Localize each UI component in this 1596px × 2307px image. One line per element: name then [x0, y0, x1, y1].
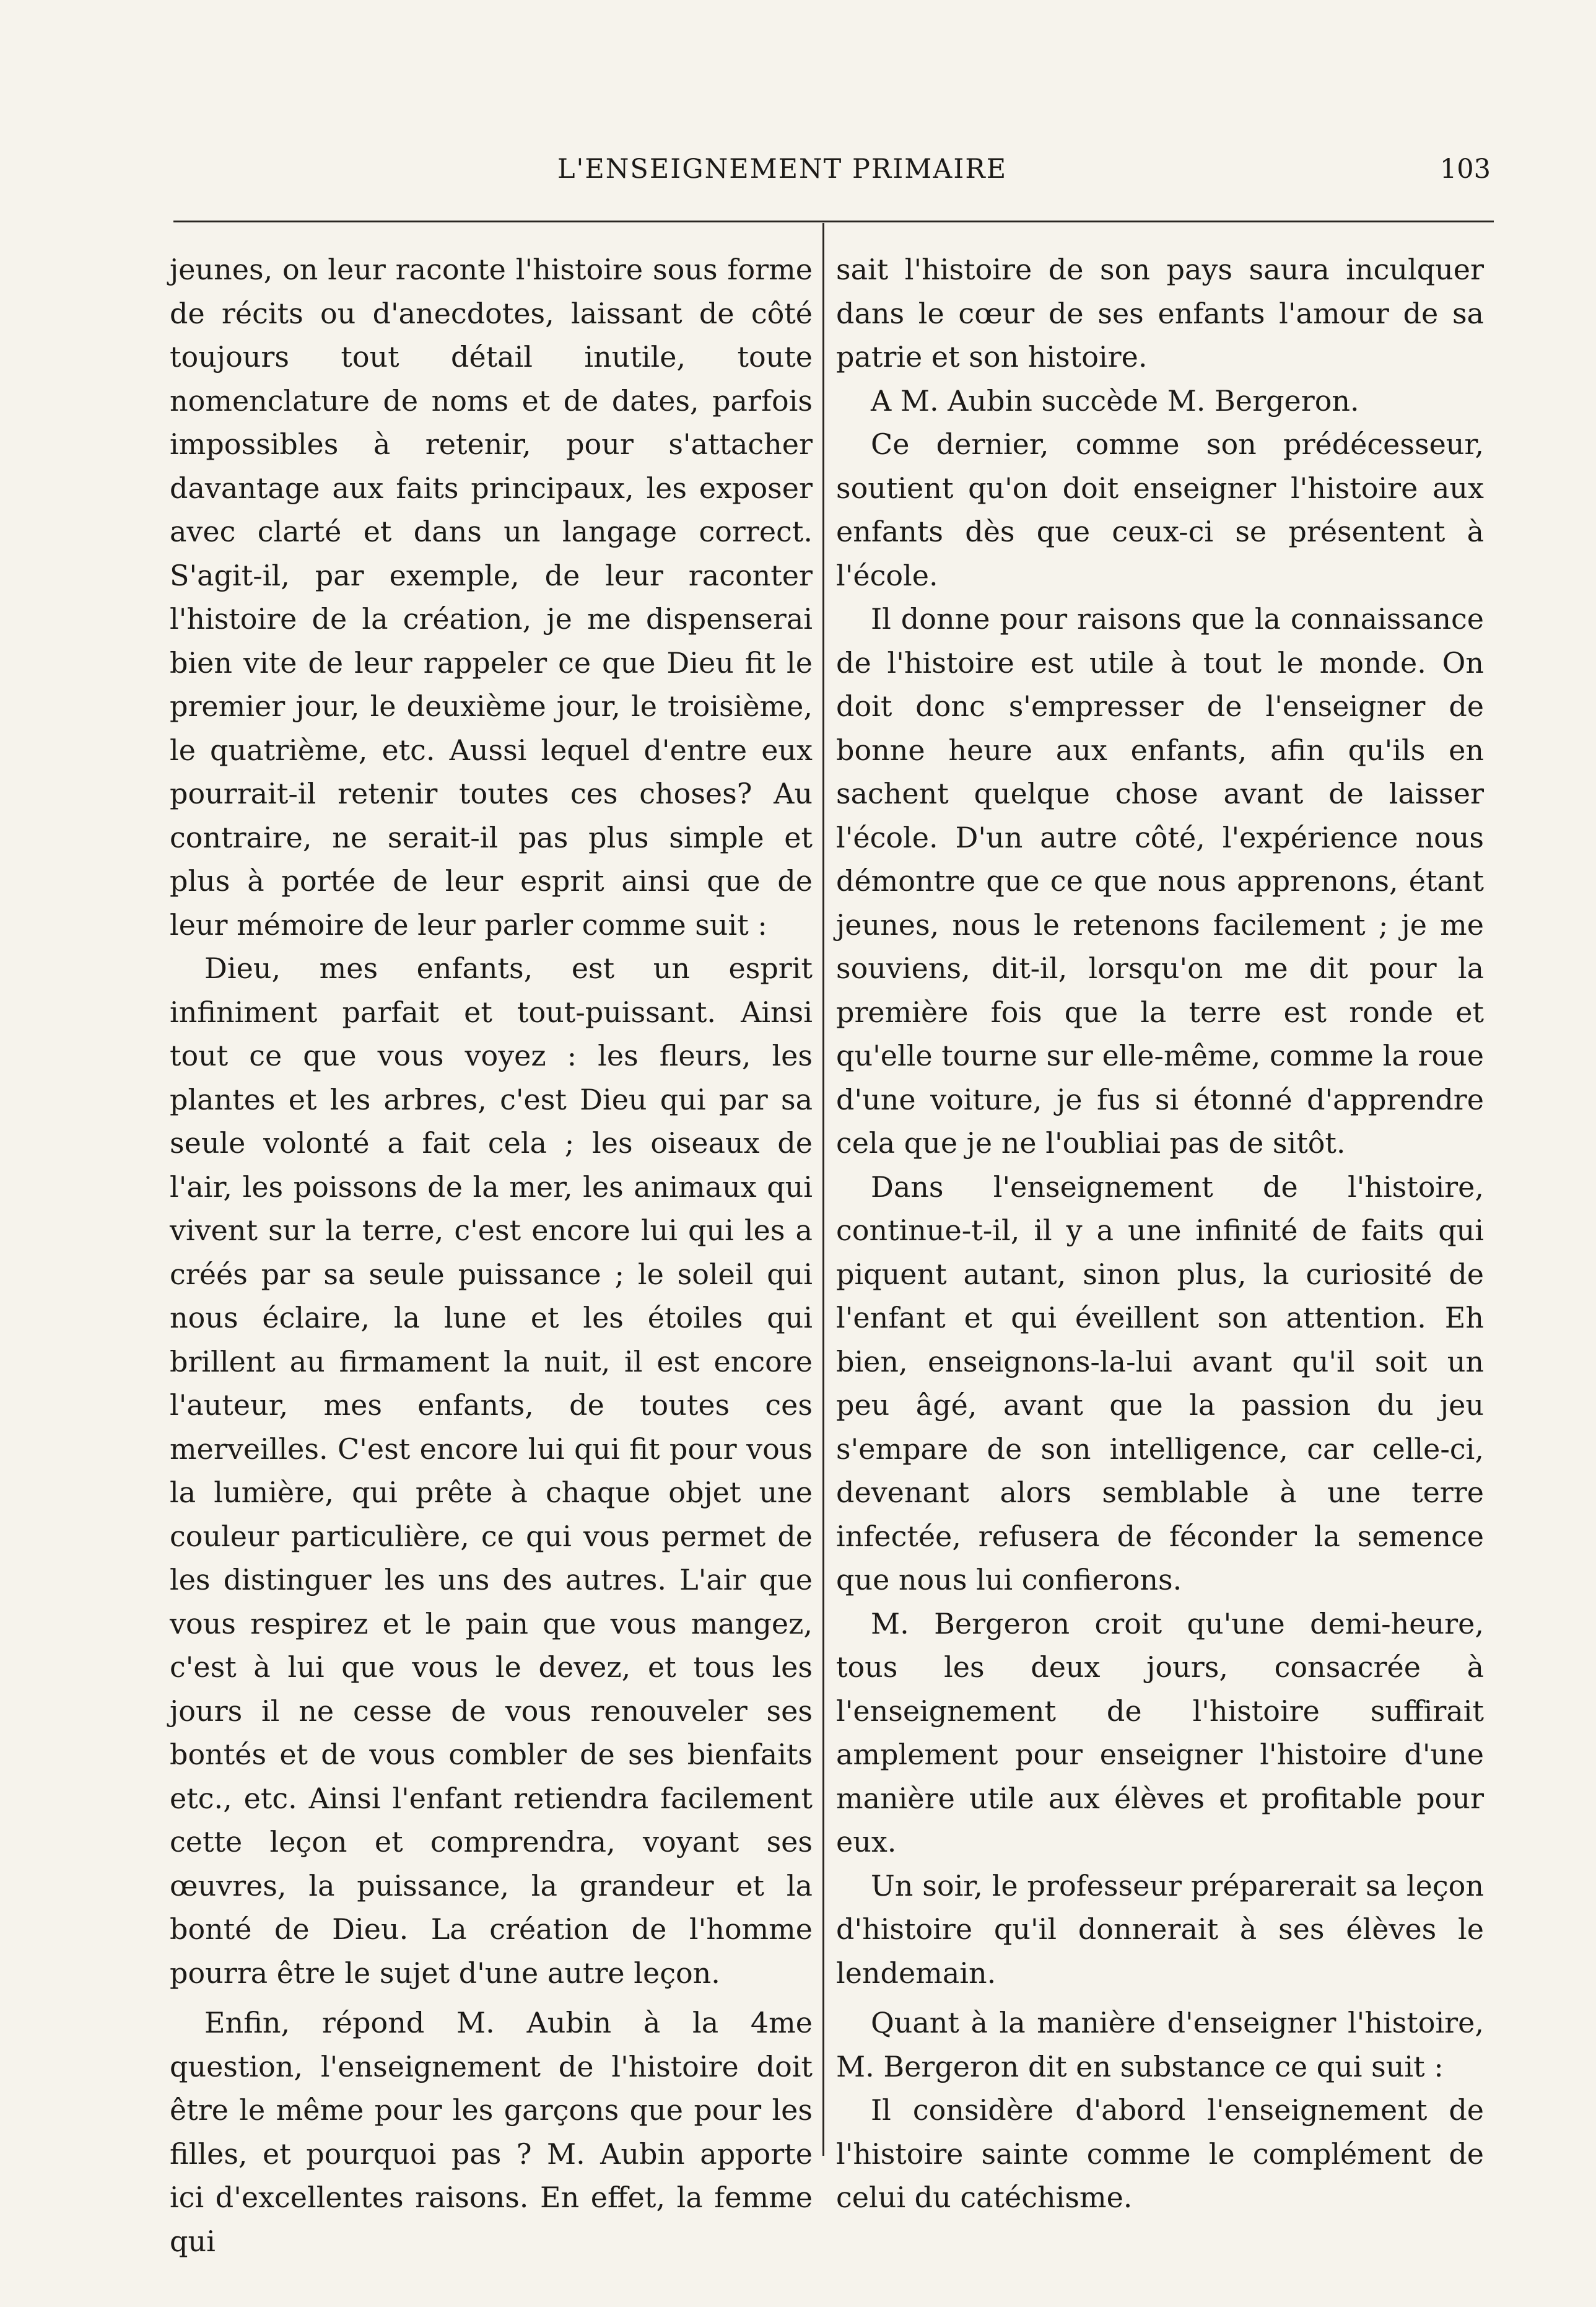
paragraph: Quant à la manière d'enseigner l'histoire, M. Bergeron dit en substance ce qui suit :: [836, 2006, 1484, 2083]
paragraph: Il considère d'abord l'enseignement de l'histoire sainte comme le complément de celui du catéchisme.: [836, 2093, 1484, 2214]
paragraph: jeunes, on leur raconte l'histoire sous forme de récits ou d'anecdotes, laissant de côté toujours tout détail inutile, toute nomenclature de noms et de dates, parfois impossibles à retenir, pour s'attacher davantage aux faits principaux, les exposer avec clarté et dans un langage correct. S'agit-il, par exemple, de leur raconter l'histoire de la création, je me dispenserai bien vite de leur rappeler ce que Dieu fit le premier jour, le deuxième jour, le troisième, le quatrième, etc. Aussi lequel d'entre eux pourrait-il retenir toutes ces choses? Au contraire, ne serait-il pas plus simple et plus à portée de leur esprit ainsi que de leur mémoire de leur parler comme suit :: [170, 253, 813, 942]
paragraph: Ce dernier, comme son prédécesseur, soutient qu'on doit enseigner l'histoire aux enfants dès que ceux-ci se présentent à l'école.: [836, 427, 1484, 592]
paragraph: Dans l'enseignement de l'histoire, continue-t-il, il y a une infinité de faits qui piquent autant, sinon plus, la curiosité de l'enfant et qui éveillent son attention. Eh bien, enseignons-la-lui avant qu'il soit un peu âgé, avant que la passion du jeu s'empare de son intelligence, car celle-ci, devenant alors semblable à une terre infectée, refusera de féconder la semence que nous lui confierons.: [836, 1170, 1484, 1596]
paragraph: Dieu, mes enfants, est un esprit infiniment parfait et tout-puissant. Ainsi tout ce que vous voyez : les fleurs, les plantes et les arbres, c'est Dieu qui par sa seule volonté a fait cela ; les oiseaux de l'air, les poissons de la mer, les animaux qui vivent sur la terre, c'est encore lui qui les a créés par sa seule puissance ; le soleil qui nous éclaire, la lune et les étoiles qui brillent au firmament la nuit, il est encore l'auteur, mes enfants, de toutes ces merveilles. C'est encore lui qui fit pour vous la lumière, qui prête à chaque objet une couleur particulière, ce qui vous permet de les distinguer les uns des autres. L'air que vous respirez et le pain que vous mangez, c'est à lui que vous le devez, et tous les jours il ne cesse de vous renouveler ses bontés et de vous combler de ses bienfaits etc., etc. Ainsi l'enfant retiendra facilement cette leçon et comprendra, voyant ses œuvres, la puissance, la grandeur et la bonté de Dieu. La création de l'homme pourra être le sujet d'une autre leçon.: [170, 952, 813, 1990]
column-divider: [822, 223, 824, 2156]
paragraph: M. Bergeron croit qu'une demi-heure, tous les deux jours, consacrée à l'enseignement de l'histoire suffirait amplement pour enseigner l'histoire d'une manière utile aux élèves et profitable pour eux.: [836, 1606, 1484, 1858]
header-rule: [173, 221, 1494, 222]
running-header: [161, 154, 1491, 191]
page-number: 103: [1439, 154, 1491, 185]
right-column: [836, 248, 1484, 2220]
paragraph: Un soir, le professeur préparerait sa leçon d'histoire qu'il donnerait à ses élèves le lendemain.: [836, 1868, 1484, 1990]
left-column: [170, 248, 813, 2263]
paragraph: Il donne pour raisons que la connaissance de l'histoire est utile à tout le monde. On doit donc s'empresser de l'enseigner de bonne heure aux enfants, afin qu'ils en sachent quelque chose avant de laisser l'école. D'un autre côté, l'expérience nous démontre que ce que nous apprenons, étant jeunes, nous le retenons facilement ; je me souviens, dit-il, lorsqu'on me dit pour la première fois que la terre est ronde et qu'elle tourne sur elle-même, comme la roue d'une voiture, je fus si étonné d'apprendre cela que je ne l'oubliai pas de sitôt.: [836, 602, 1484, 1160]
paragraph: Enfin, répond M. Aubin à la 4me question, l'enseignement de l'histoire doit être le même pour les garçons que pour les filles, et pourquoi pas ? M. Aubin apporte ici d'excellentes raisons. En effet, la femme qui: [170, 2006, 813, 2258]
paragraph: sait l'histoire de son pays saura inculquer dans le cœur de ses enfants l'amour de sa patrie et son histoire.: [836, 253, 1484, 374]
paragraph: A M. Aubin succède M. Bergeron.: [871, 383, 1359, 418]
running-title: L'ENSEIGNEMENT PRIMAIRE: [557, 154, 1008, 185]
